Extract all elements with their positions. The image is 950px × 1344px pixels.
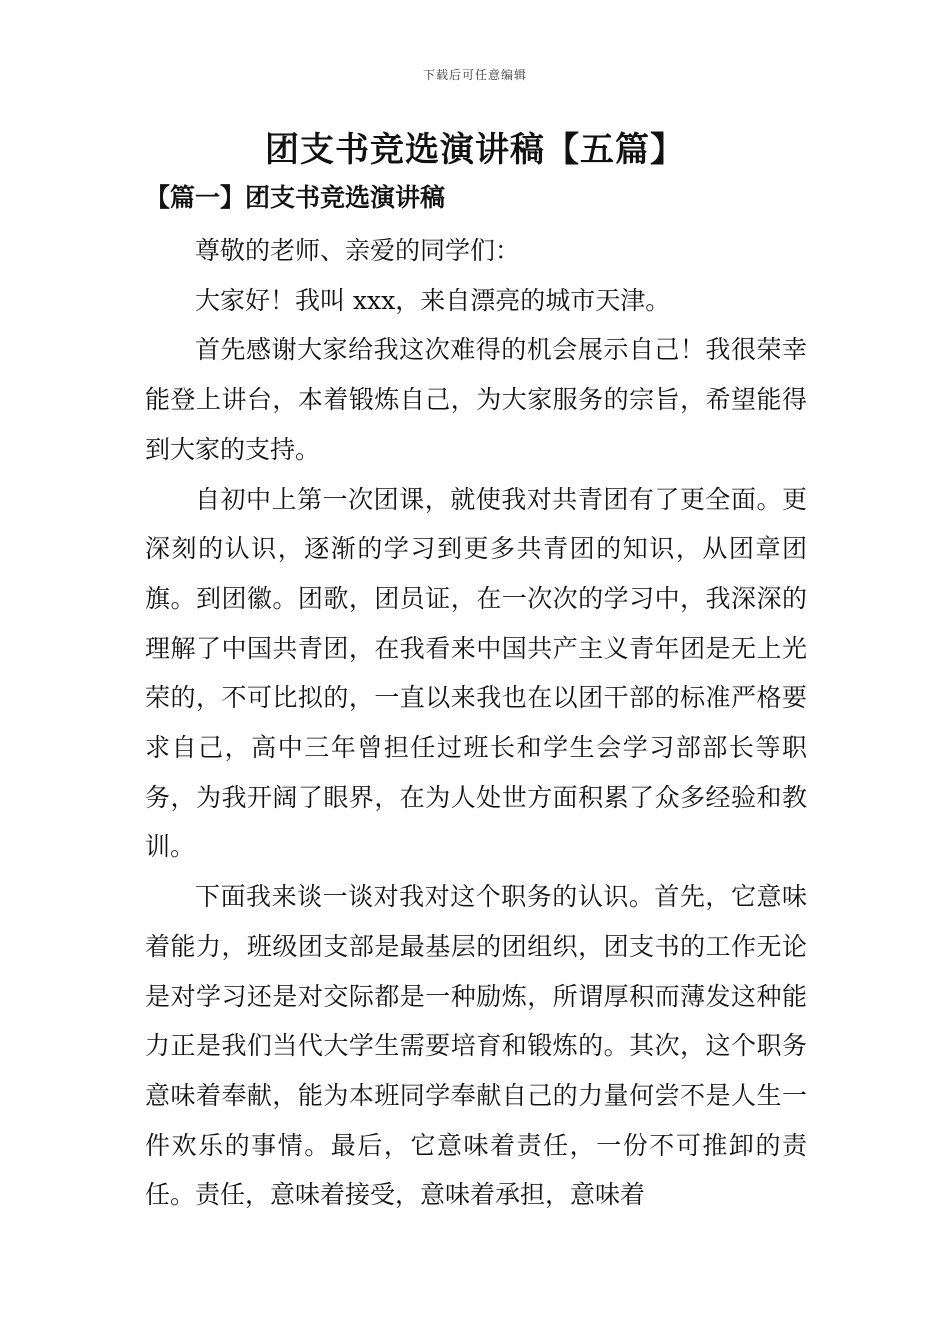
section-heading: 【篇一】团支书竞选演讲稿 [145, 183, 446, 212]
paragraph-thanks: 首先感谢大家给我这次难得的机会展示自己！我很荣幸能登上讲台，本着锻炼自己，为大家服务的宗旨，希望能得到大家的支持。 [145, 335, 807, 464]
document-title: 团支书竞选演讲稿【五篇】 [265, 130, 685, 170]
paragraph-experience: 自初中上第一次团课，就使我对共青团有了更全面。更深刻的认识，逐渐的学习到更多共青团的知识，从团章团旗。到团徽。团歌，团员证，在一次次的学习中，我深深的理解了中国共青团，在我看来中国共产主义青年团是无上光荣的，不可比拟的，一直以来我也在以团干部的标准严格要求自己，高中三年曾担任过班长和学生会学习部部长等职务，为我开阔了眼界，在为人处世方面积累了众多经验和教训。 [145, 484, 807, 862]
header-note: 下载后可任意编辑 [422, 68, 527, 82]
paragraph-role-understanding: 下面我来谈一谈对我对这个职务的认识。首先，它意味着能力，班级团支部是最基层的团组织，团支书的工作无论是对学习还是对交际都是一种励炼，所谓厚积而薄发这种能力正是我们当代大学生需要培育和锻炼的。其次，这个职务意味着奉献，能为本班同学奉献自己的力量何尝不是人生一件欢乐的事情。最后，它意味着责任，一份不可推卸的责任。责任，意味着接受，意味着承担，意味着 [145, 882, 807, 1210]
paragraph-introduction: 大家好！我叫 xxx，来自漂亮的城市天津。 [195, 285, 671, 315]
document-body [145, 226, 807, 1220]
paragraph-greeting: 尊敬的老师、亲爱的同学们： [195, 236, 521, 265]
